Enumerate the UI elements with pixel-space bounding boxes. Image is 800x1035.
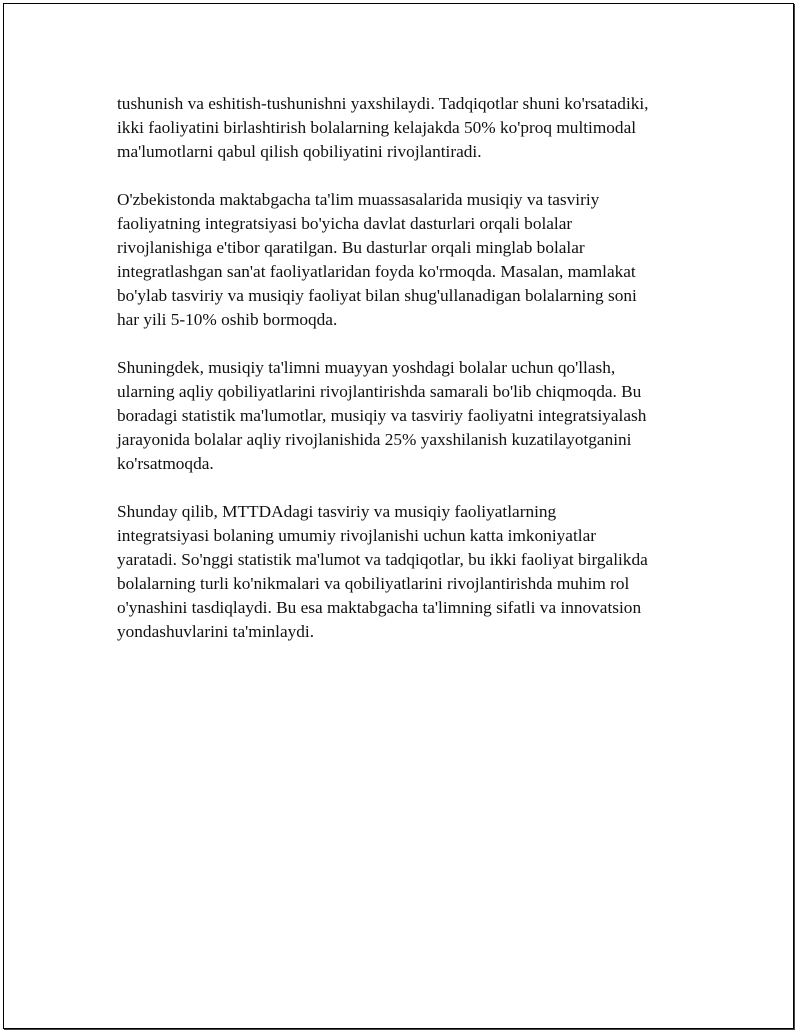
paragraph-line: yaratadi. So'nggi statistik ma'lumot va tadqiqotlar, bu ikki faoliyat birgalikda bbox=[117, 550, 648, 569]
paragraph-line: faoliyatning integratsiyasi bo'yicha davlat dasturlari orqali bolalar bbox=[117, 214, 573, 233]
paragraph-line: bolalarning turli ko'nikmalari va qobiliyatlarini rivojlantirishda muhim rol bbox=[117, 574, 630, 593]
paragraph-line: O'zbekistonda maktabgacha ta'lim muassasalarida musiqiy va tasviriy bbox=[117, 190, 600, 209]
paragraph-line: ikki faoliyatini birlashtirish bolalarning kelajakda 50% ko'proq multimodal bbox=[117, 118, 637, 137]
paragraph-line: Shuningdek, musiqiy ta'limni muayyan yoshdagi bolalar uchun qo'llash, bbox=[117, 358, 616, 377]
paragraph-line: integratsiyasi bolaning umumiy rivojlanishi uchun katta imkoniyatlar bbox=[117, 526, 596, 545]
paragraph-line: integratlashgan san'at faoliyatlaridan foyda ko'rmoqda. Masalan, mamlakat bbox=[117, 262, 636, 281]
paragraph-line: yondashuvlarini ta'minlaydi. bbox=[117, 622, 315, 641]
paragraph-line: bo'ylab tasviriy va musiqiy faoliyat bilan shug'ullanadigan bolalarning soni bbox=[117, 286, 637, 305]
document-body bbox=[117, 92, 697, 668]
paragraph-line: ma'lumotlarni qabul qilish qobiliyatini rivojlantiradi. bbox=[117, 142, 482, 161]
paragraph-line: jarayonida bolalar aqliy rivojlanishida 25% yaxshilanish kuzatilayotganini bbox=[117, 430, 632, 449]
paragraph-line: tushunish va eshitish-tushunishni yaxshilaydi. Tadqiqotlar shuni ko'rsatadiki, bbox=[117, 94, 649, 113]
paragraph-line: boradagi statistik ma'lumotlar, musiqiy va tasviriy faoliyatni integratsiyalash bbox=[117, 406, 647, 425]
paragraph-2 bbox=[117, 188, 697, 332]
paragraph-line: ko'rsatmoqda. bbox=[117, 454, 214, 473]
paragraph-4 bbox=[117, 500, 697, 644]
paragraph-3 bbox=[117, 356, 697, 476]
paragraph-line: rivojlanishiga e'tibor qaratilgan. Bu dasturlar orqali minglab bolalar bbox=[117, 238, 585, 257]
paragraph-line: har yili 5-10% oshib bormoqda. bbox=[117, 310, 338, 329]
paragraph-1 bbox=[117, 92, 697, 164]
paragraph-line: Shunday qilib, MTTDAdagi tasviriy va musiqiy faoliyatlarning bbox=[117, 502, 557, 521]
paragraph-line: ularning aqliy qobiliyatlarini rivojlantirishda samarali bo'lib chiqmoqda. Bu bbox=[117, 382, 642, 401]
paragraph-line: o'ynashini tasdiqlaydi. Bu esa maktabgacha ta'limning sifatli va innovatsion bbox=[117, 598, 642, 617]
